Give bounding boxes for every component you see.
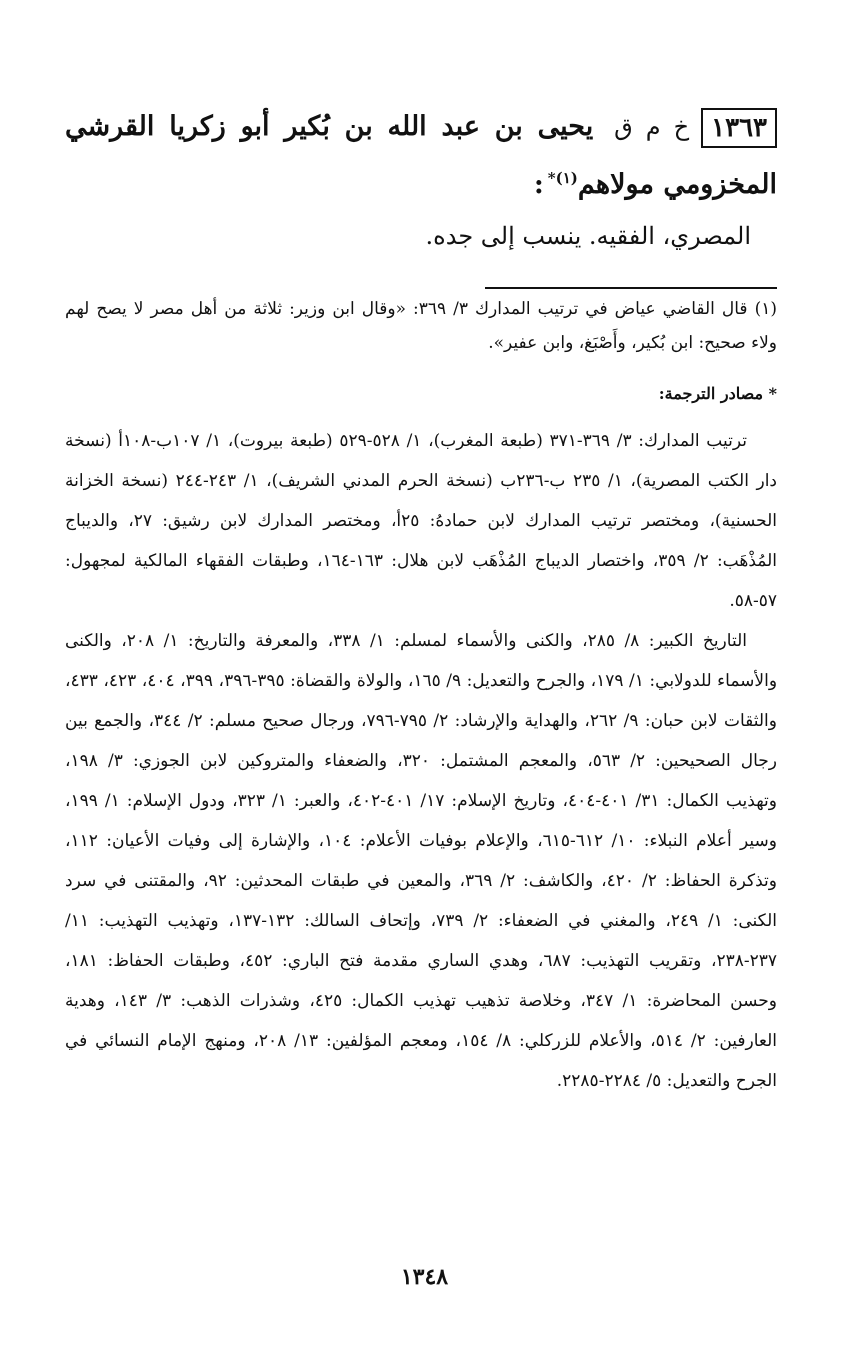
entry-description: المصري، الفقيه. ينسب إلى جده. (425, 222, 751, 250)
footnote-text: (١) قال القاضي عياض في ترتيب المدارك ٣/ ٣٦٩: «وقال ابن وزير: ثلاثة من أهل مصر لا يصح لهم ولاء صحيح: ابن بُكير، وأَصْبَغ، وابن عفير». (65, 299, 777, 353)
entry-number-box: ١٣٦٣ (701, 108, 777, 148)
sources-paragraph-1: ترتيب المدارك: ٣/ ٣٦٩-٣٧١ (طبعة المغرب)، ١/ ٥٢٨-٥٢٩ (طبعة بيروت)، ١/ ١٠٧ب-١٠٨أ (نسخة دار الكتب المصرية)، ١/ ٢٣٥ ب-٢٣٦ب (نسخة الحرم المدني الشريف)، ١/ ٢٤٣-٢٤٤ (نسخة الخزانة الحسنية)، ومختصر ترتيب المدارك لابن حمادهُ: ٢٥أ، ومختصر المدارك لابن رشيق: ٢٧، والديباج المُذْهَب: ٢/ ٣٥٩، واختصار الديباج المُذْهَب لابن هلال: ١٦٣-١٦٤، وطبقات الفقهاء المالكية لمجهول: ٥٧-٥٨. (65, 431, 777, 611)
entry-sigla: خ م ق (614, 113, 690, 141)
sources-block (65, 421, 777, 1101)
footnote-reference: (١)* (547, 169, 578, 187)
entry-colon: : (533, 169, 544, 200)
entry-name: يحيى بن عبد الله بن بُكير أبو زكريا القرشي المخزومي مولاهم (65, 111, 777, 200)
footnote-separator (485, 287, 777, 289)
sources-heading: * مصادر الترجمة: (658, 384, 777, 403)
entry-heading (65, 98, 777, 214)
page-number: ١٣٤٨ (400, 1264, 449, 1290)
sources-paragraph-2: التاريخ الكبير: ٨/ ٢٨٥، والكنى والأسماء لمسلم: ١/ ٣٣٨، والمعرفة والتاريخ: ١/ ٢٠٨، والكنى والأسماء للدولابي: ١/ ١٧٩، والجرح والتعديل: ٩/ ١٦٥، والولاة والقضاة: ٣٩٥-٣٩٦، ٣٩٩، ٤٠٤، ٤٢٣، ٤٣٣، والثقات لابن حبان: ٩/ ٢٦٢، والهداية والإرشاد: ٢/ ٧٩٥-٧٩٦، ورجال صحيح مسلم: ٢/ ٣٤٤، والجمع بين رجال الصحيحين: ٢/ ٥٦٣، والمعجم المشتمل: ٣٢٠، والضعفاء والمتروكين لابن الجوزي: ٣/ ١٩٨، وتهذيب الكمال: ٣١/ ٤٠١-٤٠٤، وتاريخ الإسلام: ١٧/ ٤٠١-٤٠٢، والعبر: ١/ ٣٢٣، ودول الإسلام: ١/ ١٩٩، وسير أعلام النبلاء: ١٠/ ٦١٢-٦١٥، والإعلام بوفيات الأعلام: ١٠٤، والإشارة إلى وفيات الأعيان: ١١٢، وتذكرة الحفاظ: ٢/ ٤٢٠، والكاشف: ٢/ ٣٦٩، والمعين في طبقات المحدثين: ٩٢، والمقتنى في سرد الكنى: ١/ ٢٤٩، والمغني في الضعفاء: ٢/ ٧٣٩، وإتحاف السالك: ١٣٢-١٣٧، وتهذيب التهذيب: ١١/ ٢٣٧-٢٣٨، وتقريب التهذيب: ٦٨٧، وهدي الساري مقدمة فتح الباري: ٤٥٢، وطبقات الحفاظ: ١٨١، وحسن المحاضرة: ١/ ٣٤٧، وخلاصة تذهيب تهذيب الكمال: ٤٢٥، وشذرات الذهب: ٣/ ١٤٣، وهدية العارفين: ٢/ ٥١٤، والأعلام للزركلي: ٨/ ١٥٤، ومعجم المؤلفين: ١٣/ ٢٠٨، ومنهج الإمام النسائي في الجرح والتعديل: ٥/ ٢٢٨٤-٢٢٨٥. (65, 631, 778, 1091)
